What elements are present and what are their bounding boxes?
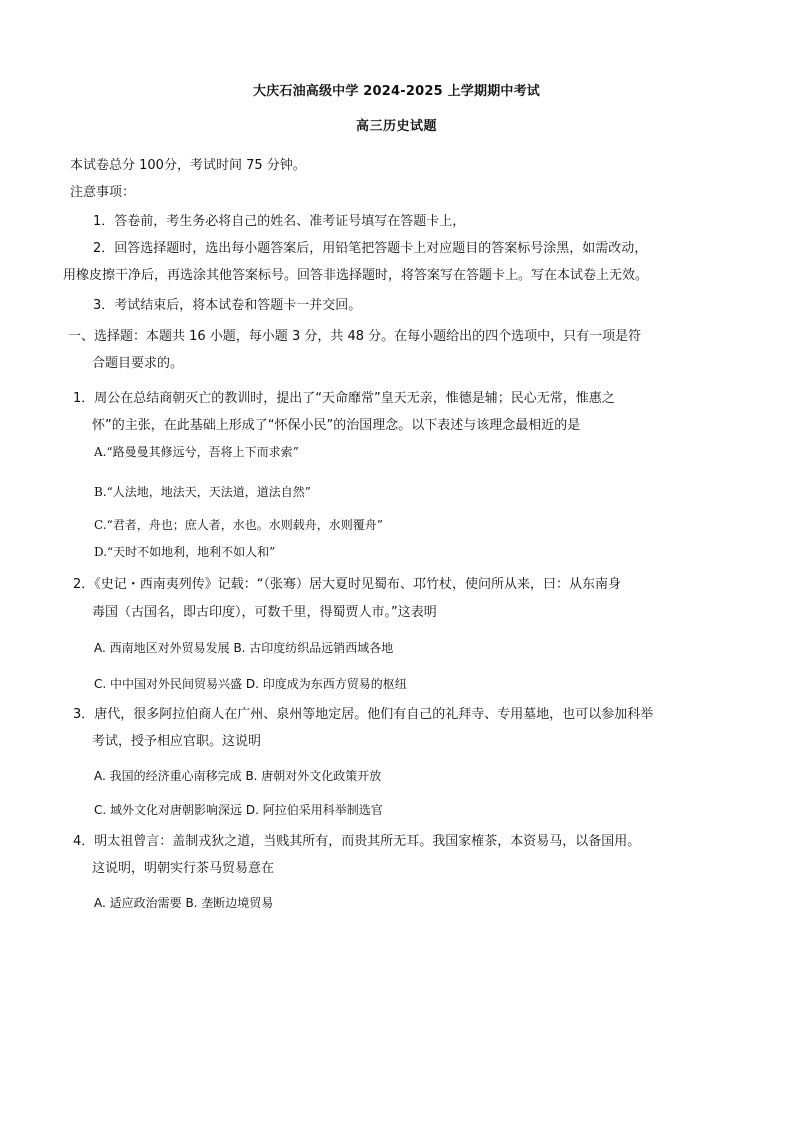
question-stem: 2．《史记・西南夷列传》记载：“（张骞）居大夏时见蜀布、邛竹杖，使问所从来，曰：从东南身 [73,577,622,592]
notice-item: 1．答卷前，考生务必将自己的姓名、准考证号填写在答题卡上， [93,214,466,229]
notice-item: 3．考试结束后，将本试卷和答题卡一并交回。 [93,298,362,313]
notice-item: 2．回答选择题时，选出每小题答案后，用铅笔把答题卡上对应题目的答案标号涂黑，如需改动， [93,241,648,256]
answer-option-row: A. 适应政治需要 B. 垄断边境贸易 [94,896,274,910]
answer-option-row: A. 西南地区对外贸易发展 B. 古印度纺织品远销西域各地 [94,641,394,655]
intro-score-time: 本试卷总分 100分，考试时间 75 分钟。 [70,158,306,173]
section-heading-cont: 合题目要求的。 [92,356,184,371]
answer-option: C.“君者，舟也；庶人者，水也。水则载舟，水则覆舟” [94,518,383,532]
answer-option-row: A. 我国的经济重心南移完成 B. 唐朝对外文化政策开放 [94,769,382,783]
question-stem: 怀”的主张，在此基础上形成了“怀保小民”的治国理念。以下表述与该理念最相近的是 [92,418,581,433]
exam-title: 大庆石油高级中学 2024-2025 上学期期中考试 [252,84,540,99]
question-stem: 3．唐代，很多阿拉伯商人在广州、泉州等地定居。他们有自己的礼拜寺、专用墓地，也可以参加科举 [73,707,654,722]
answer-option-row: C. 域外文化对唐朝影响深远 D. 阿拉伯采用科举制选官 [94,803,383,817]
notice-label: 注意事项： [70,185,136,200]
section-heading: 一、选择题：本题共 16 小题，每小题 3 分，共 48 分。在每小题给出的四个选项中，只有一项是符 [68,329,642,344]
answer-option: D.“天时不如地利，地利不如人和” [94,545,276,559]
question-stem: 这说明，明朝实行茶马贸易意在 [92,861,275,876]
answer-option-row: C. 中中国对外民间贸易兴盛 D. 印度成为东西方贸易的枢纽 [94,677,407,691]
question-stem: 毒国（古国名，即古印度），可数千里，得蜀贾人市。”这表明 [92,605,437,620]
answer-option: B.“人法地，地法天，天法道，道法自然” [94,485,311,499]
answer-option: A.“路曼曼其修远兮，吾将上下而求索” [94,445,299,459]
question-stem: 4．明太祖曾言：盖制戎狄之道，当贱其所有，而贵其所无耳。我国家榷茶，本资易马，以备国用。 [73,834,641,849]
question-stem: 考试，授予相应官职。这说明 [92,734,262,749]
exam-subtitle: 高三历史试题 [355,119,437,134]
question-stem: 1．周公在总结商朝灭亡的教训时，提出了“天命靡常”皇天无亲，惟德是辅；民心无常，惟惠之 [73,391,615,406]
notice-item: 用橡皮擦干净后，再选涂其他答案标号。回答非选择题时，将答案写在答题卡上。写在本试卷上无效。 [63,268,649,283]
